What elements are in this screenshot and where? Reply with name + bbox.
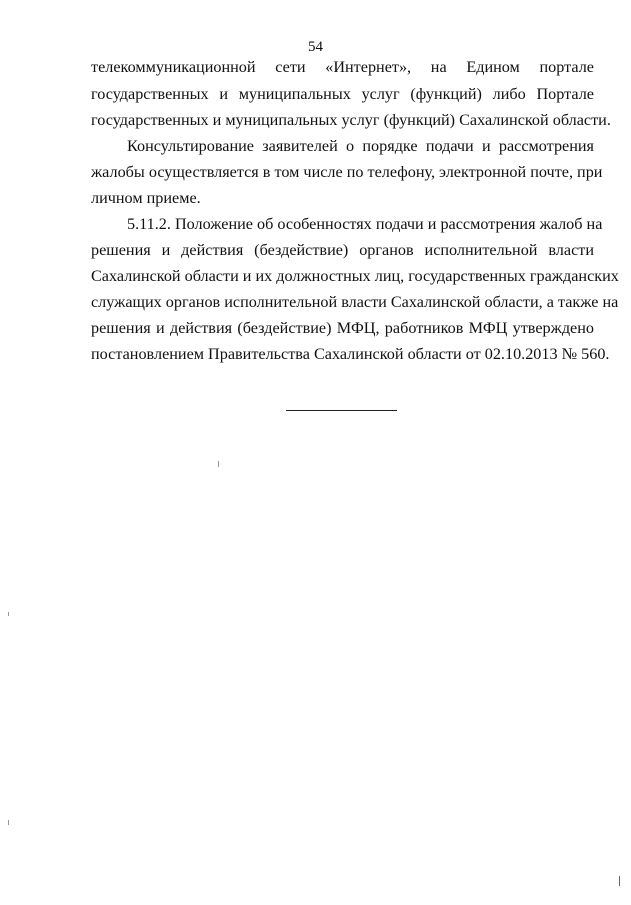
paragraph-line: личном приеме.: [91, 189, 201, 207]
paragraph-line: государственных и муниципальных услуг (функций) Сахалинской области.: [91, 111, 611, 129]
paragraph-line: телекоммуникационной сети «Интернет», на Едином портале: [91, 58, 594, 76]
paragraph-line: решения и действия (бездействие) МФЦ, работников МФЦ утверждено: [91, 319, 594, 337]
separator-line: [286, 410, 397, 411]
page-number: 54: [308, 39, 323, 55]
scan-speck: [619, 876, 620, 886]
scan-speck: [218, 461, 219, 467]
paragraph-line: постановлением Правительства Сахалинской области от 02.10.2013 № 560.: [91, 345, 610, 363]
paragraph-line: 5.11.2. Положение об особенностях подачи и рассмотрения жалоб на: [127, 215, 603, 233]
paragraph-line: государственных и муниципальных услуг (функций) либо Портале: [91, 85, 594, 103]
paragraph-line: служащих органов исполнительной власти Сахалинской области, а также на: [91, 293, 619, 311]
paragraph-line: жалобы осуществляется в том числе по телефону, электронной почте, при: [91, 163, 603, 181]
paragraph-line: решения и действия (бездействие) органов исполнительной власти: [91, 241, 594, 259]
paragraph-line: Консультирование заявителей о порядке подачи и рассмотрения: [127, 137, 594, 155]
scan-speck: [8, 612, 9, 616]
paragraph-line: Сахалинской области и их должностных лиц, государственных гражданских: [91, 267, 619, 285]
scan-speck: [8, 820, 9, 825]
